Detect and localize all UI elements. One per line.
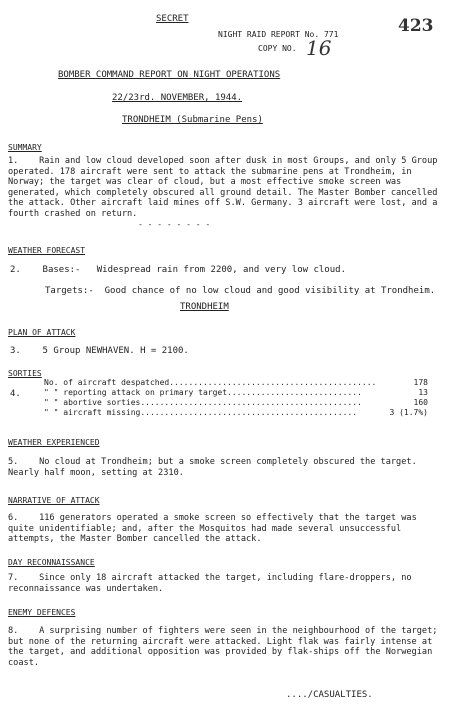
sorties-row-value: 13 (418, 388, 428, 397)
sorties-leader: .............................................. (140, 398, 362, 407)
sorties-heading: SORTIES (8, 369, 42, 378)
summary-divider: - - - - - - - - (138, 220, 211, 229)
target-line: TRONDHEIM (Submarine Pens) (122, 115, 263, 125)
enemy-defences-text: A surprising number of fighters were seen in the neighbourhood of the target; but none of the returning aircraft were attacked. Light flak was fairly intense at the target, and additional opposition was provided by flak-ships off the Norwegian coast. (8, 626, 438, 668)
summary-text: Rain and low cloud developed soon after dusk in most Groups, and only 5 Group operated. 178 aircraft were sent to attack the submarine pens at Trondheim, in Norway; the target was clear of cloud, but a most effective smoke screen was generated, which completely obscured all ground detail. The Master Bomber cancelled the attack. Other aircraft laid mines off S.W. Germany. 3 aircraft were lost, and a fourth crashed on return. (8, 156, 438, 219)
plan-text: 5 Group NEWHAVEN. H = 2100. (42, 346, 189, 356)
bases-text: Widespread rain from 2200, and very low cloud. (96, 265, 346, 275)
enemy-defences-heading: ENEMY DEFENCES (8, 608, 76, 617)
reconnaissance-number: 7. (8, 573, 19, 583)
weather-forecast-number: 2. (10, 265, 21, 275)
bases-label: Bases:- (42, 265, 81, 275)
sorties-row-value: 160 (413, 398, 428, 407)
sorties-leader: ............................ (227, 388, 362, 397)
weather-experienced-text: No cloud at Trondheim; but a smoke screen completely obscured the target. Nearly half moon, setting at 2310. (8, 457, 417, 478)
weather-experienced-paragraph (8, 457, 444, 478)
targets-text: Good chance of no low cloud and good visibility at Trondheim. (104, 286, 436, 296)
weather-experienced-heading: WEATHER EXPERIENCED (8, 438, 100, 447)
sorties-leader: ............................................. (140, 408, 358, 417)
report-reference: NIGHT RAID REPORT No. 771 (218, 30, 339, 39)
narrative-number: 6. (8, 513, 19, 523)
sorties-row (44, 378, 444, 388)
targets-label: Targets:- (45, 286, 94, 296)
classification-label: SECRET (156, 14, 189, 24)
report-title: BOMBER COMMAND REPORT ON NIGHT OPERATIONS (58, 70, 281, 80)
reconnaissance-paragraph (8, 573, 444, 594)
summary-number: 1. (8, 156, 19, 166)
sorties-row (44, 408, 444, 418)
sorties-row (44, 398, 444, 408)
copy-number: 16 (306, 36, 332, 60)
sorties-row-label: " " aircraft missing (44, 408, 141, 417)
summary-heading: SUMMARY (8, 143, 42, 152)
copy-label (258, 44, 297, 54)
sorties-row-label: No. of aircraft despatched (44, 378, 170, 387)
reconnaissance-heading: DAY RECONNAISSANCE (8, 558, 95, 567)
sorties-row-value: 178 (413, 378, 428, 387)
weather-forecast-bases (10, 265, 346, 276)
sorties-number: 4. (10, 389, 21, 399)
weather-forecast-heading: WEATHER FORECAST (8, 246, 86, 255)
copy-label-text: COPY NO. (258, 44, 297, 53)
plan-line (10, 346, 189, 357)
narrative-paragraph (8, 513, 444, 545)
sorties-row-label: " " reporting attack on primary target (44, 388, 228, 397)
narrative-text: 116 generators operated a smoke screen so effectively that the target was quite unidentifiable; and, after the Mosquitos had made several unsuccessful attempts, the Master Bomber cancelled the attack. (8, 513, 417, 545)
enemy-defences-paragraph (8, 626, 444, 668)
enemy-defences-number: 8. (8, 626, 19, 636)
weather-experienced-number: 5. (8, 457, 19, 467)
sorties-row-label: " " abortive sorties (44, 398, 141, 407)
trondheim-heading: TRONDHEIM (180, 302, 229, 312)
sorties-row (44, 388, 444, 398)
weather-forecast-targets (45, 286, 435, 297)
narrative-heading: NARRATIVE OF ATTACK (8, 496, 100, 505)
summary-paragraph (8, 156, 444, 220)
handwritten-page-number: 423 (398, 16, 434, 36)
sorties-leader: ........................................... (169, 378, 377, 387)
plan-number: 3. (10, 346, 21, 356)
continued-marker: ..../CASUALTIES. (286, 690, 373, 700)
sorties-row-value: 3 (1.7%) (389, 408, 428, 417)
report-date: 22/23rd. NOVEMBER, 1944. (112, 93, 243, 103)
reconnaissance-text: Since only 18 aircraft attacked the target, including flare-droppers, no reconnaissance was undertaken. (8, 573, 412, 594)
plan-heading: PLAN OF ATTACK (8, 328, 76, 337)
